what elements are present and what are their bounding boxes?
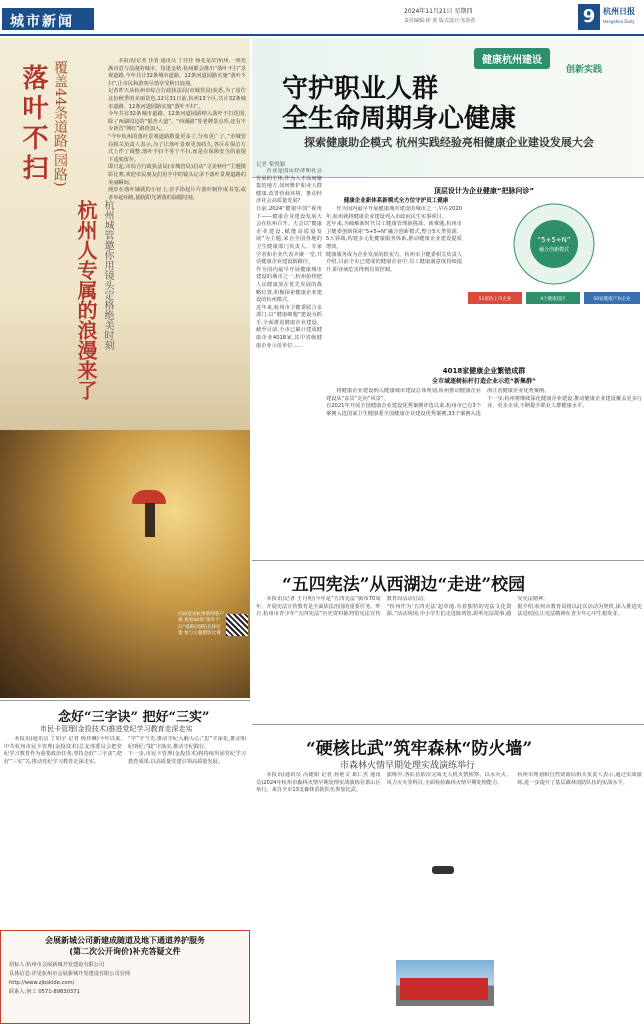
health-byline: 记者 柴悦颖 <box>256 162 286 168</box>
diagram-label-3: 50家健康产业企业 <box>593 297 631 302</box>
notice-line: 联系人:何工 0571-89830371 <box>9 989 80 995</box>
banner-tag2: 创新实践 <box>566 65 603 75</box>
diagram-center: “5+5+N” <box>537 236 571 244</box>
fire-headline: “硬核比武”筑牢森林“防火墙” <box>306 739 533 759</box>
divider <box>252 560 644 561</box>
autumn-leaves-photo <box>0 430 250 698</box>
person-figure <box>145 503 155 537</box>
fire-truck-body <box>400 978 488 1000</box>
health-sub1b: 健康企业新体系新模式全方位守护员工健康 <box>343 198 449 204</box>
page-number: 9 <box>578 4 600 30</box>
left-body-text: 本报讯(记者 佳者 通讯员 丁佳佳 杨兆龙苗)杭州,一座充满诗意与浪漫的城市。每逢金秋,杭州都会推出“落叶不扫”景观道路,今年共计32条城市道路、12条河道园路实施“落叶不扫”,让市民和游客尽情享受秋日浪漫。 记者昨天从杭州市综合行政执法局(市城管局)获悉,为了留住这份秋季的美丽景色,12月31日前,杭州13个区,共计32条城市道路、12条河道园路实施“落叶不扫”。 今年共有32条城市道路、12条河道园路纳入落叶不扫范围,除了西湖周边的“银杏大道”、“西溪路”等老牌景点外,还有不少新晋“网红”路段加入。 “今年杭州的落叶景观道路数量更多了,分布更广了。”市城管局相关负责人表示,为了让落叶景观更加持久,各区在保洁方式上作了调整,落叶不扫不等于不扫,而是在保障安全的前提下适度留存。 即日起,市综合行政执法局(市城管局)启动“寻美秋叶”主题摄影比赛,欢迎市民朋友们用手中的镜头记录下落叶景观道路的美丽瞬间。 漫步在落叶铺就的小径上,亲手拾起片片落叶制作成书签,或者举起相机,捕捉阳光洒落的温暖时刻。 <box>108 58 246 201</box>
diagram-label-1: 51家杭上市企业 <box>478 297 512 302</box>
qr-code-icon[interactable] <box>226 614 248 636</box>
wusi-body: 本报讯(记者 王丹明)今年是“五四宪法”颁布70周年。开展宪法宣传教育是全面依法治国的重要任务。昨日,杭州市青少年“五四宪法”历史资料陈列馆宪法宣传教育周活动启动。 “杭州作为‘五四宪法’起草地,有着独特的宪法文化资源。”活动现场,中小学生们走进陈列馆,聆听宪法故事,感受宪法精神。 据介绍,杭州市教育局将以此次活动为契机,深入推进宪法进校园,让宪法精神在青少年心中生根发芽。 <box>256 596 642 618</box>
banner-tag: 健康杭州建设 <box>474 48 550 69</box>
editor-credits: 责任编辑:徐 蓝 版式设计:朱莎莎 <box>404 18 476 24</box>
notice-title: 会展新城公司新建成随道及地下通道养护服务 <box>45 936 205 945</box>
umbrella-figure <box>132 490 166 504</box>
section-title: 城市新闻 <box>2 8 94 30</box>
left-body <box>108 58 246 428</box>
vertical-subtitle: 覆盖44条道路(园路) <box>52 60 68 187</box>
qr-caption: 扫码登录杭州新闻客户端 查看44条“落叶不扫”道路(园路)具体位置 参与主题摄影比赛 <box>178 612 224 637</box>
sanshi-headline: 念好“三字诀” 把好“三实” <box>58 710 210 725</box>
notice-line: 招标人:杭州市会展新城开发建设有限公司 <box>9 962 105 968</box>
notice-link[interactable]: http://www.zjbskide.com/ <box>9 980 75 986</box>
health-sub2: 4018家健康企业繁错成群 <box>442 367 526 375</box>
left-headline: 杭州人专属的浪漫来了 <box>74 200 98 400</box>
diagram-center2: 融合创新模式 <box>538 247 570 253</box>
health-headline1: 守护职业人群 <box>282 74 439 104</box>
issue-date: 2024年11月21日 星期四 <box>404 8 473 15</box>
vertical-title: 落叶不扫 <box>18 64 48 184</box>
health-col-c: 将健康企业建设纳入健康城市建设总体规划,杭州推动健康企业建设从“盆景”走向“风景”。 自2021年开展全国健康企业建设优秀案例评选以来,杭州市已有3个案例入选国家卫生健康委全国健康企业建设优秀案例,33个案例入选浙江省健康企业优秀案例。 下一步,杭州将继续深化健康企业建设,推动健康企业建设覆盖更多行业、更多企业,不断提升职业人群健康水平。 <box>326 388 642 417</box>
health-headline2: 全生命周期身心健康 <box>282 104 517 134</box>
page-header <box>0 0 644 36</box>
fire-deck: 市森林火情早期处理实战演练举行 <box>340 761 476 771</box>
health-col-b: 作为国内最早开展健康城市建设的城市之一,早在2020年,杭州就将健康企业建设列入市政府民生实事项目。 近年来,为破解新时代员工健康管理新挑战、新难题,杭州市卫健委创新探索“5+5+N”融合创新模式,整合5大类资源、5大领域,构建多元化健康服务体系,推动健康企业建设提质增效。 健康服务成为企业发展的软实力。杭州市卫健委相关负责人介绍,目前全市已建成的健康企业中,员工健康满意度持续提升,职业病危害得到有效控制。 <box>326 206 462 273</box>
fire-body: 本报讯(通讯员 冯婕娟 记者 孙艳文 葛仁杰 通讯员)2024年杭州市森林火情早期处理实战演练在萧山区举行。来自全市13支森林消防队伍参加比武。 演练中,各队伍依次完成无人机火情侦察、以水灭火、风力灭火等科目,全面检验森林火情早期处理能力。 杭州市规划和自然资源局相关负责人表示,通过实战演练,进一步提升了基层森林消防队伍的实战水平。 <box>256 772 642 794</box>
notice-line: 具体信息:详见杭州市会展新城开发建设有限公司官网 <box>9 971 131 977</box>
newspaper-logo: 杭州日报 <box>603 6 635 16</box>
model-diagram <box>466 200 642 310</box>
health-sub1: 顶层设计为企业健康“把脉问诊” <box>433 187 535 195</box>
divider <box>252 724 644 725</box>
health-sub2b: 全市域逐树标杆打造企业示范“新集群” <box>432 378 536 385</box>
notice-box <box>0 930 250 1024</box>
sanshi-body: 本报讯(通讯员 丁如宇 记者 杨佳琳)今年以来,中共杭州市民卡管理(金投技术)总支部委员会把党纪学习教育作为重要政治任务,坚持念好“三字诀”,把好“三实”关,推动党纪学习教育走深走实。 “学”字当先,推动学纪入脑入心;“思”字深化,推动知纪明纪;“践”字落实,推动守纪践行。 下一步,市民卡管理(金投技术)将持续巩固党纪学习教育成果,以高质量党建引领高质量发展。 <box>4 736 246 765</box>
left-deck: 杭州城管邀你用镜头定格绝美时刻 <box>102 200 113 350</box>
sanshi-deck: 市民卡管理(金投技术)推进党纪学习教育走深走实 <box>40 725 193 733</box>
notice-title2: (第二次公开询价)补充答疑文件 <box>69 947 181 956</box>
newspaper-logo-en: Hangzhou Daily <box>603 19 635 24</box>
diagram-label-2: 4个健康园区 <box>540 297 566 302</box>
divider <box>0 700 250 701</box>
health-col-a: 企业是国民经济和社会发展的主体,作为人才高度聚集的地方,如何维护职业人群健康,改善营商环境、推动经济社会高质量发展? 日前,2024“健康中国”视角下——健康企业建设发展大会在杭州召开。大会以“健康企业建设,赋能高质量发展”为主题,来自全国各地的卫生健康部门负责人、专家学者和企业代表齐聚一堂,共话健康企业建设新路径。 作为国内最早开展健康城市建设的城市之一,杭州始终把人民健康放在优先发展的战略位置,积极探索健康企业建设的杭州模式。 近年来,杭州市卫健委联合多部门,以“健康细胞”建设为抓手,全面推进健康企业建设。截至目前,全市已累计建成健康企业4018家,其中省级健康企业示范单位…… <box>256 168 322 349</box>
health-deck: 探索健康助企模式 杭州实践经验亮相健康企业建设发展大会 <box>304 136 594 149</box>
wusi-headline: “五四宪法”从西湖边“走进”校园 <box>282 575 526 595</box>
drone-icon <box>432 866 454 874</box>
